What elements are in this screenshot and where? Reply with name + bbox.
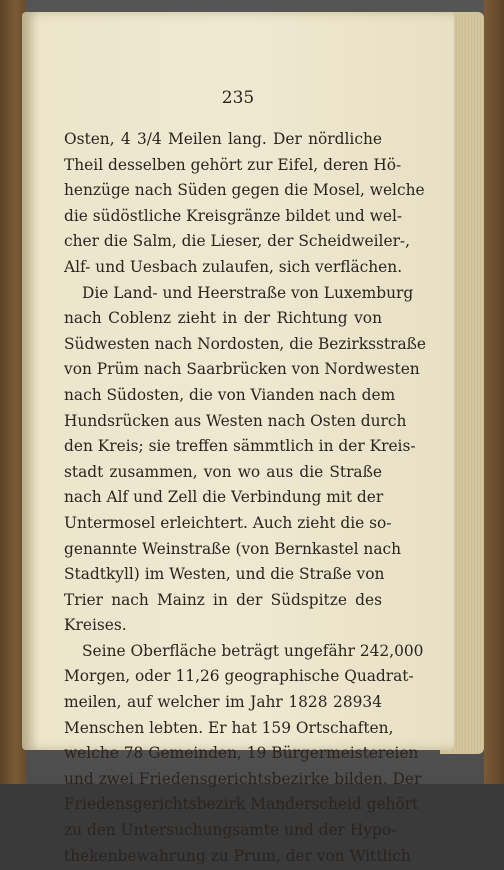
book-cover-right bbox=[484, 0, 504, 784]
text-line: die südöstliche Kreisgränze bildet und wel- bbox=[64, 206, 403, 225]
page-number: 235 bbox=[221, 88, 255, 108]
text-line: zu den Untersuchungsamte und der Hypo- bbox=[64, 821, 397, 840]
text-line: Südwesten nach Nordosten, die Bezirksstraße bbox=[64, 334, 427, 353]
text-line: Morgen, oder 11,26 geographische Quadrat- bbox=[64, 667, 414, 686]
text-line: Untermosel erleichtert. Auch zieht die so- bbox=[64, 513, 392, 532]
text-line: Seine Oberfläche beträgt ungefähr 242,000 bbox=[82, 641, 424, 660]
text-line: Menschen lebten. Er hat 159 Ortschaften, bbox=[64, 718, 394, 737]
text-line: Die Land- und Heerstraße von Luxemburg bbox=[82, 283, 414, 302]
text-line: Trier nach Mainz in der Südspitze des bbox=[64, 590, 382, 609]
text-line: Osten, 4 3/4 Meilen lang. Der nördliche bbox=[64, 130, 382, 148]
text-line: nach Coblenz zieht in der Richtung von bbox=[64, 309, 382, 328]
text-line: meilen, auf welcher im Jahr 1828 28934 bbox=[64, 693, 382, 712]
text-line: Kreises. bbox=[64, 616, 127, 635]
text-line: Hundsrücken aus Westen nach Osten durch bbox=[64, 411, 407, 430]
text-line: Theil desselben gehört zur Eifel, deren Hö- bbox=[64, 155, 402, 174]
text-line: Stadtkyll) im Westen, und die Straße von bbox=[64, 565, 385, 584]
text-line: henzüge nach Süden gegen die Mosel, welche bbox=[64, 181, 425, 200]
text-line: cher die Salm, die Lieser, der Scheidweiler-, bbox=[64, 232, 411, 251]
text-line: stadt zusammen, von wo aus die Straße bbox=[64, 462, 382, 481]
text-line: welche 78 Gemeinden, 19 Bürgermeistereien bbox=[64, 744, 419, 763]
text-line: von Prüm nach Saarbrücken von Nordwesten bbox=[64, 360, 420, 379]
text-line: nach Südosten, die von Vianden nach dem bbox=[64, 385, 396, 404]
page-text bbox=[64, 128, 427, 870]
text-line: nach Alf und Zell die Verbindung mit der bbox=[64, 488, 384, 507]
text-line: Friedensgerichtsbezirk Manderscheid gehört bbox=[64, 795, 419, 814]
text-line: thekenbewahrung zu Prum, der von Wittlich bbox=[64, 846, 411, 865]
text-line: den Kreis; sie treffen sämmtlich in der Kreis- bbox=[64, 437, 416, 456]
text-line: genannte Weinstraße (von Bernkastel nach bbox=[64, 539, 402, 558]
text-line: Alf- und Uesbach zulaufen, sich verflächen. bbox=[64, 257, 403, 276]
book-page bbox=[22, 12, 454, 865]
text-line: und zwei Friedensgerichtsbezirke bilden. Der bbox=[64, 769, 422, 788]
